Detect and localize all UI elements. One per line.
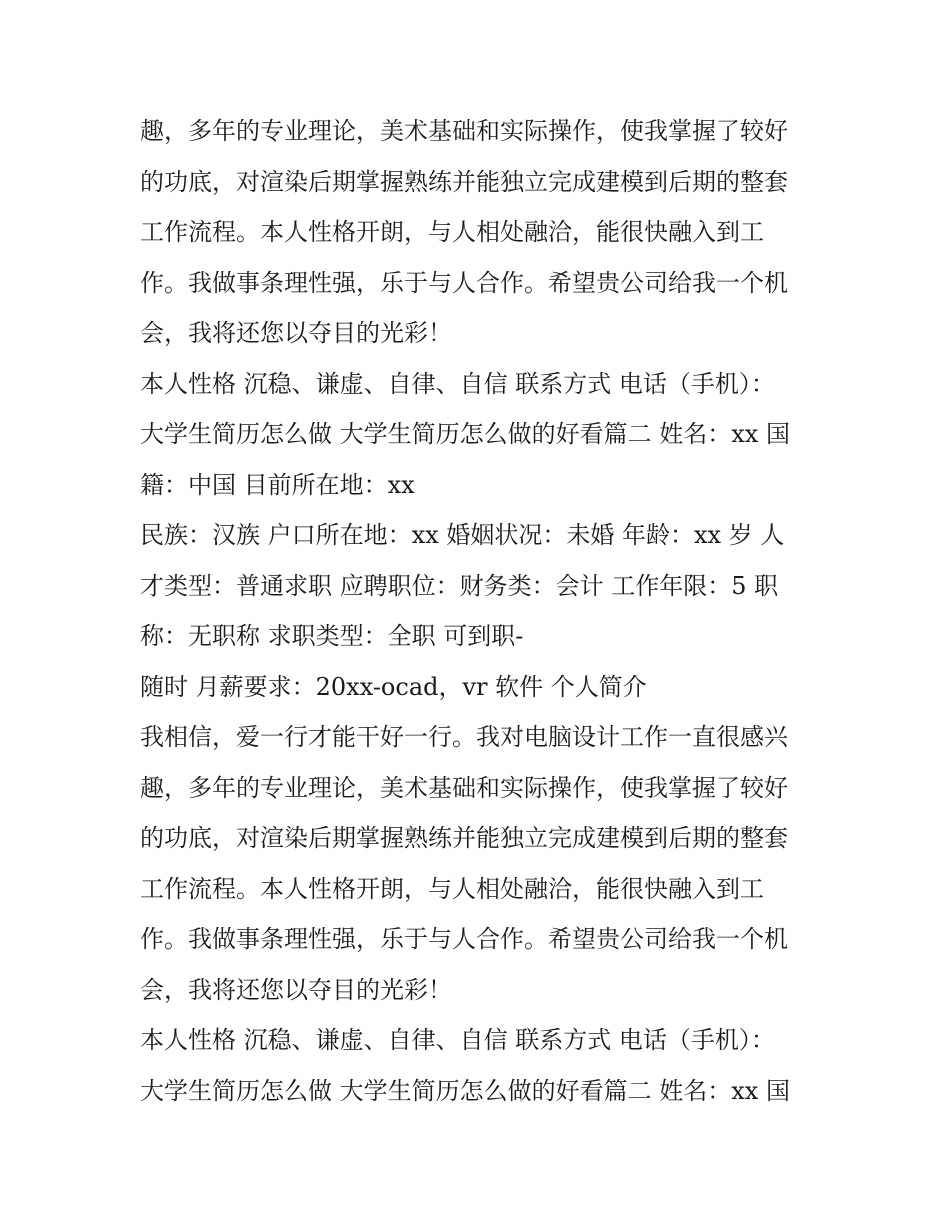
text-line: 随时 月薪要求：20xx-ocad，vr 软件 个人简介 <box>140 672 647 701</box>
text-line: 大学生简历怎么做 大学生简历怎么做的好看篇二 姓名：xx 国 <box>140 420 790 448</box>
text-line: 的功底，对渲染后期掌握熟练并能独立完成建模到后期的整套 <box>140 824 788 852</box>
text-line: 才类型：普通求职 应聘职位：财务类：会计 工作年限：5 职 <box>140 571 779 600</box>
text-line: 会，我将还您以夺目的光彩！ <box>140 975 452 1004</box>
text-line: 本人性格 沉稳、谦虚、自律、自信 联系方式 电话（手机）： <box>140 369 775 398</box>
text-line: 称：无职称 求职类型：全职 可到职- <box>140 622 524 650</box>
text-line: 趣，多年的专业理论，美术基础和实际操作，使我掌握了较好 <box>140 773 788 802</box>
text-line: 民族：汉族 户口所在地：xx 婚姻状况：未婚 年龄：xx 岁 人 <box>140 521 785 549</box>
text-line: 会，我将还您以夺目的光彩！ <box>140 319 452 347</box>
document-body <box>140 106 820 1116</box>
text-line: 本人性格 沉稳、谦虚、自律、自信 联系方式 电话（手机）： <box>140 1026 775 1054</box>
text-line: 工作流程。本人性格开朗，与人相处融洽，能很快融入到工 <box>140 218 764 246</box>
text-line: 籍：中国 目前所在地：xx <box>140 470 415 499</box>
text-line: 工作流程。本人性格开朗，与人相处融洽，能很快融入到工 <box>140 874 764 903</box>
text-line: 我相信，爱一行才能干好一行。我对电脑设计工作一直很感兴 <box>140 723 788 751</box>
text-line: 的功底，对渲染后期掌握熟练并能独立完成建模到后期的整套 <box>140 167 788 196</box>
text-line: 大学生简历怎么做 大学生简历怎么做的好看篇二 姓名：xx 国 <box>140 1076 790 1105</box>
text-line: 作。我做事条理性强，乐于与人合作。希望贵公司给我一个机 <box>140 925 788 953</box>
text-line: 作。我做事条理性强，乐于与人合作。希望贵公司给我一个机 <box>140 268 788 297</box>
text-line: 趣，多年的专业理论，美术基础和实际操作，使我掌握了较好 <box>140 117 788 145</box>
